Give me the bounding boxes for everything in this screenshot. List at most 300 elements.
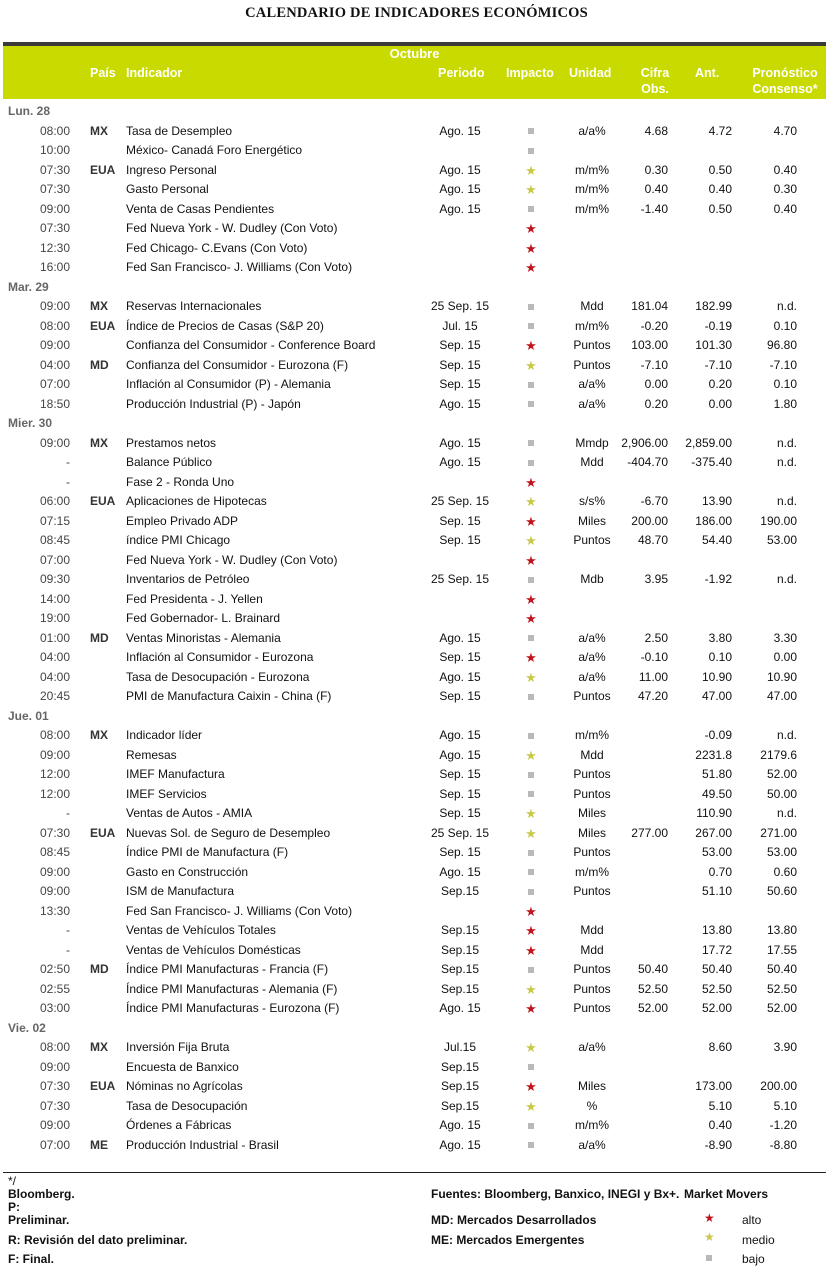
obs-cell: 0.40 — [644, 182, 668, 196]
impact-cell — [520, 492, 542, 513]
unit-cell: m/m% — [575, 1118, 609, 1132]
unit-cell: Mdd — [580, 455, 604, 469]
header-ant: Ant. — [695, 66, 720, 80]
day-label: Vie. 02 — [8, 1020, 46, 1035]
ant-cell: 51.10 — [701, 884, 732, 898]
consensus-cell: 3.90 — [773, 1040, 797, 1054]
indicator-cell: IMEF Servicios — [126, 786, 207, 801]
square-bajo-icon — [706, 1255, 712, 1261]
table-row — [0, 434, 833, 454]
star-medio-icon: ★ — [525, 825, 537, 841]
legend-medio: medio — [742, 1233, 775, 1247]
impact-cell — [520, 570, 542, 590]
unit-cell: a/a% — [578, 377, 606, 391]
time-cell: - — [66, 923, 70, 937]
time-cell: 09:00 — [39, 1059, 70, 1074]
period-cell: Ago. 15 — [439, 182, 481, 196]
legend-alto: alto — [742, 1213, 762, 1227]
impact-cell — [520, 921, 542, 942]
time-cell: 04:00 — [39, 357, 70, 372]
indicator-cell: Producción Industrial (P) - Japón — [126, 396, 301, 411]
period-cell: 25 Sep. 15 — [430, 494, 490, 508]
indicator-cell: Confianza del Consumidor - Eurozona (F) — [126, 357, 349, 372]
consensus-cell: 1.80 — [773, 396, 797, 411]
period-cell: Ago. 15 — [439, 435, 481, 450]
consensus-cell: 2179.6 — [760, 747, 797, 762]
impact-cell — [520, 999, 542, 1020]
table-row — [0, 1038, 833, 1058]
impact-cell — [520, 473, 542, 494]
period-cell: Sep. 15 — [439, 357, 481, 372]
consensus-cell: n.d. — [776, 494, 797, 508]
impact-cell — [520, 726, 542, 746]
unit-cell: Miles — [577, 1079, 606, 1093]
country-cell: EUA — [90, 162, 116, 177]
time-cell: 02:50 — [39, 962, 70, 976]
unit-cell: Puntos — [573, 981, 611, 996]
impact-cell — [520, 375, 542, 395]
impact-cell — [520, 804, 542, 825]
time-cell: 07:30 — [39, 1098, 70, 1113]
period-cell: Sep.15 — [440, 923, 480, 937]
indicator-cell: Remesas — [126, 747, 177, 762]
time-cell: 01:00 — [39, 630, 70, 645]
consensus-cell: -7.10 — [769, 357, 797, 372]
unit-cell: Mdb — [580, 572, 604, 586]
ant-cell: 8.60 — [708, 1040, 732, 1054]
period-cell: Ago. 15 — [439, 630, 481, 645]
impact-cell — [520, 1097, 542, 1118]
square-bajo-icon — [528, 148, 534, 154]
time-cell: 10:00 — [39, 143, 70, 157]
period-cell: 25 Sep. 15 — [430, 299, 490, 313]
table-row — [0, 590, 833, 610]
star-alto-icon: ★ — [525, 260, 537, 275]
indicator-cell: Inversión Fija Bruta — [126, 1040, 230, 1054]
consensus-cell: 0.60 — [773, 864, 797, 879]
header-indicador: Indicador — [126, 66, 183, 80]
star-medio-icon: ★ — [525, 981, 537, 997]
time-cell: 13:30 — [39, 903, 70, 918]
impact-cell — [520, 453, 542, 473]
table-row — [0, 239, 833, 259]
ant-cell: 17.72 — [701, 942, 732, 957]
ant-cell: 0.50 — [708, 201, 732, 216]
impact-cell — [520, 297, 542, 317]
ant-cell: 2231.8 — [695, 747, 732, 762]
unit-cell: Miles — [577, 825, 606, 840]
impact-cell — [520, 512, 542, 533]
unit-cell: a/a% — [578, 630, 606, 645]
table-row — [0, 746, 833, 766]
impact-cell — [520, 239, 542, 260]
month-banner: Octubre — [3, 46, 826, 62]
square-bajo-icon — [528, 206, 534, 212]
obs-cell: 2,906.00 — [621, 435, 668, 450]
ant-cell: 186.00 — [695, 513, 732, 528]
indicator-cell: Tasa de Desempleo — [126, 123, 233, 138]
time-cell: 08:00 — [39, 318, 70, 333]
ant-cell: -8.90 — [704, 1137, 732, 1152]
impact-cell — [520, 668, 542, 689]
indicator-cell: Aplicaciones de Hipotecas — [126, 494, 267, 508]
obs-cell: 0.00 — [644, 377, 668, 391]
impact-cell — [520, 629, 542, 649]
obs-cell: 0.30 — [644, 162, 668, 177]
time-cell: 06:00 — [39, 494, 70, 508]
period-cell: Sep. 15 — [439, 513, 481, 528]
time-cell: 02:55 — [39, 981, 70, 996]
table-row — [0, 726, 833, 746]
unit-cell: Puntos — [573, 1001, 611, 1015]
ant-cell: 54.40 — [701, 533, 732, 547]
time-cell: - — [66, 806, 70, 820]
table-row — [0, 141, 833, 161]
star-alto-icon: ★ — [525, 552, 537, 568]
obs-cell: -0.10 — [640, 650, 668, 664]
table-row — [0, 648, 833, 668]
star-alto-icon: ★ — [525, 1079, 537, 1094]
consensus-cell: 50.40 — [766, 962, 797, 976]
star-medio-icon: ★ — [525, 806, 537, 821]
period-cell: Sep. 15 — [439, 767, 481, 781]
unit-cell: % — [586, 1098, 598, 1113]
period-cell: Ago. 15 — [439, 123, 481, 138]
consensus-cell: 52.00 — [766, 1001, 797, 1015]
country-cell: MX — [90, 728, 108, 742]
indicator-cell: Órdenes a Fábricas — [126, 1118, 232, 1132]
day-header-row — [0, 1019, 833, 1039]
period-cell: Ago. 15 — [439, 669, 481, 684]
obs-cell: 0.20 — [644, 396, 668, 411]
table-row — [0, 609, 833, 629]
ant-cell: 0.10 — [708, 650, 732, 664]
table-row — [0, 1077, 833, 1097]
ant-cell: 4.72 — [708, 123, 732, 138]
time-cell: 08:45 — [39, 533, 70, 547]
square-bajo-icon — [528, 128, 534, 134]
star-medio-icon: ★ — [525, 669, 537, 685]
obs-cell: 103.00 — [631, 338, 668, 352]
consensus-cell: 13.80 — [766, 923, 797, 937]
table-row — [0, 492, 833, 512]
table-row — [0, 122, 833, 142]
impact-cell — [520, 317, 542, 337]
obs-cell: -7.10 — [640, 357, 668, 372]
column-header-row — [3, 62, 826, 99]
square-bajo-icon — [528, 772, 534, 778]
square-bajo-icon — [528, 401, 534, 407]
consensus-cell: n.d. — [776, 455, 797, 469]
day-header-row — [0, 707, 833, 727]
ant-cell: 101.30 — [695, 338, 732, 352]
time-cell: 04:00 — [39, 669, 70, 684]
unit-cell: Puntos — [573, 884, 611, 898]
time-cell: - — [66, 942, 70, 957]
table-row — [0, 824, 833, 844]
indicator-cell: IMEF Manufactura — [126, 767, 225, 781]
time-cell: 07:30 — [39, 162, 70, 177]
ant-cell: 13.80 — [701, 923, 732, 937]
unit-cell: Puntos — [573, 845, 611, 859]
indicator-cell: Índice PMI Manufacturas - Alemania (F) — [126, 981, 338, 996]
obs-cell: 2.50 — [644, 630, 668, 645]
unit-cell: Mdd — [580, 747, 604, 762]
period-cell: Ago. 15 — [439, 747, 481, 762]
consensus-cell: 200.00 — [760, 1079, 797, 1093]
period-cell: Sep.15 — [440, 981, 480, 996]
footnote-revision: R: Revisión del dato preliminar. — [8, 1233, 188, 1247]
indicator-cell: Confianza del Consumidor - Conference Board — [126, 338, 376, 352]
country-cell: MD — [90, 962, 109, 976]
indicator-cell: Reservas Internacionales — [126, 299, 262, 313]
square-bajo-icon — [528, 323, 534, 329]
consensus-cell: 10.90 — [766, 669, 797, 684]
table-row — [0, 921, 833, 941]
star-alto-icon: ★ — [525, 923, 537, 938]
consensus-cell: 271.00 — [760, 825, 797, 840]
consensus-cell: 50.00 — [766, 786, 797, 801]
impact-cell — [520, 356, 542, 377]
period-cell: Ago. 15 — [439, 864, 481, 879]
indicator-cell: Índice PMI Manufacturas - Francia (F) — [126, 962, 329, 976]
day-label: Mier. 30 — [8, 416, 53, 430]
impact-cell — [520, 395, 542, 415]
time-cell: - — [66, 474, 70, 489]
indicator-cell: Tasa de Desocupación - Eurozona — [126, 669, 310, 684]
consensus-cell: 3.30 — [773, 630, 797, 645]
star-alto-icon: ★ — [525, 513, 537, 529]
indicator-cell: Fed Nueva York - W. Dudley (Con Voto) — [126, 552, 338, 567]
indicator-cell: Ventas de Vehículos Totales — [126, 923, 276, 937]
indicator-cell: México- Canadá Foro Energético — [126, 143, 303, 157]
time-cell: 09:30 — [39, 572, 70, 586]
star-alto-icon: ★ — [525, 221, 537, 236]
ant-cell: 0.20 — [708, 377, 732, 391]
star-medio-icon: ★ — [525, 494, 537, 509]
consensus-cell: 53.00 — [766, 533, 797, 547]
obs-cell: 52.00 — [637, 1001, 668, 1015]
table-row — [0, 668, 833, 688]
table-row — [0, 687, 833, 707]
table-row — [0, 336, 833, 356]
unit-cell: Mdd — [580, 942, 604, 957]
period-cell: Sep. 15 — [439, 338, 481, 352]
table-row — [0, 999, 833, 1019]
impact-cell — [520, 765, 542, 785]
impact-cell — [520, 1077, 542, 1098]
ant-cell: 3.80 — [708, 630, 732, 645]
impact-cell — [520, 1058, 542, 1078]
period-cell: Ago. 15 — [439, 728, 481, 742]
consensus-cell: 0.40 — [773, 162, 797, 177]
footnote-p: P: — [8, 1200, 20, 1214]
time-cell: 12:00 — [39, 786, 70, 801]
ant-cell: 173.00 — [695, 1079, 732, 1093]
indicator-cell: Inflación al Consumidor - Eurozona — [126, 650, 314, 664]
star-medio-icon: ★ — [525, 747, 537, 763]
table-row — [0, 882, 833, 902]
impact-cell — [520, 863, 542, 883]
ant-cell: 2,859.00 — [685, 435, 732, 450]
country-cell: MX — [90, 299, 108, 313]
consensus-cell: 52.00 — [766, 767, 797, 781]
consensus-cell: n.d. — [776, 728, 797, 742]
indicator-cell: Producción Industrial - Brasil — [126, 1137, 279, 1152]
table-row — [0, 804, 833, 824]
country-cell: MD — [90, 630, 109, 645]
table-row — [0, 219, 833, 239]
unit-cell: m/m% — [575, 728, 609, 742]
time-cell: 07:30 — [39, 182, 70, 196]
unit-cell: Miles — [577, 513, 606, 528]
impact-cell — [520, 1136, 542, 1156]
impact-cell — [520, 687, 542, 707]
consensus-cell: 190.00 — [760, 513, 797, 528]
unit-cell: Puntos — [573, 533, 611, 547]
impact-cell — [520, 180, 542, 201]
footnote-md: MD: Mercados Desarrollados — [431, 1213, 597, 1227]
unit-cell: m/m% — [575, 864, 609, 879]
unit-cell: m/m% — [575, 201, 609, 216]
period-cell: Sep.15 — [440, 884, 480, 898]
period-cell: Sep.15 — [440, 962, 480, 976]
time-cell: 04:00 — [39, 650, 70, 664]
time-cell: 16:00 — [39, 260, 70, 274]
impact-cell — [520, 551, 542, 572]
table-row — [0, 960, 833, 980]
day-header-row — [0, 278, 833, 298]
period-cell: Ago. 15 — [439, 201, 481, 216]
footnote-fuentes: Fuentes: Bloomberg, Banxico, INEGI y Bx+. — [431, 1187, 680, 1201]
ant-cell: -0.09 — [704, 728, 732, 742]
table-row — [0, 473, 833, 493]
impact-cell — [520, 609, 542, 630]
indicator-cell: Indicador líder — [126, 728, 203, 742]
table-row — [0, 453, 833, 473]
header-unidad: Unidad — [569, 66, 612, 80]
period-cell: Ago. 15 — [439, 1137, 481, 1152]
time-cell: 08:00 — [39, 1040, 70, 1054]
table-row — [0, 180, 833, 200]
day-label: Mar. 29 — [8, 279, 49, 294]
period-cell: Ago. 15 — [439, 455, 481, 469]
time-cell: 07:00 — [39, 377, 70, 391]
table-row — [0, 356, 833, 376]
ant-cell: 182.99 — [695, 299, 732, 313]
table-row — [0, 1097, 833, 1117]
table-row — [0, 980, 833, 1000]
obs-cell: 47.20 — [637, 689, 668, 703]
table-row — [0, 1058, 833, 1078]
country-cell: MX — [90, 123, 108, 138]
day-label: Lun. 28 — [8, 104, 51, 118]
unit-cell: Puntos — [573, 357, 611, 372]
table-row — [0, 375, 833, 395]
country-cell: EUA — [90, 825, 116, 840]
obs-cell: 50.40 — [637, 962, 668, 976]
unit-cell: Mdd — [580, 299, 604, 313]
star-alto-icon: ★ — [525, 942, 537, 958]
ant-cell: 0.40 — [708, 1118, 732, 1132]
time-cell: 07:30 — [39, 221, 70, 235]
square-bajo-icon — [528, 694, 534, 700]
unit-cell: Puntos — [573, 767, 611, 781]
header-pais: País — [90, 66, 116, 80]
time-cell: 18:50 — [39, 396, 70, 411]
indicator-cell: Nuevas Sol. de Seguro de Desempleo — [126, 825, 331, 840]
square-bajo-icon — [528, 850, 534, 856]
ant-cell: 0.70 — [708, 864, 732, 879]
unit-cell: Mmdp — [575, 435, 609, 450]
impact-cell — [520, 434, 542, 454]
unit-cell: a/a% — [578, 1040, 606, 1054]
time-cell: 09:00 — [39, 338, 70, 352]
ant-cell: 0.00 — [708, 396, 732, 411]
period-cell: 25 Sep. 15 — [430, 572, 490, 586]
divider — [3, 1172, 826, 1173]
unit-cell: Mdd — [580, 923, 604, 937]
consensus-cell: 47.00 — [766, 689, 797, 703]
table-row — [0, 512, 833, 532]
indicator-cell: Fed Gobernador- L. Brainard — [126, 611, 281, 625]
legend-bajo: bajo — [742, 1252, 765, 1266]
unit-cell: Puntos — [573, 338, 611, 352]
ant-cell: 267.00 — [695, 825, 732, 840]
table-row — [0, 902, 833, 922]
indicator-cell: Nóminas no Agrícolas — [126, 1079, 243, 1093]
indicator-cell: Gasto en Construcción — [126, 864, 249, 879]
period-cell: Sep. 15 — [439, 786, 481, 801]
consensus-cell: n.d. — [776, 435, 797, 450]
country-cell: EUA — [90, 494, 116, 508]
impact-cell — [520, 141, 542, 161]
indicator-cell: Fed Nueva York - W. Dudley (Con Voto) — [126, 221, 338, 235]
indicator-cell: Fed Chicago- C.Evans (Con Voto) — [126, 240, 308, 255]
ant-cell: 110.90 — [696, 806, 732, 820]
star-medio-icon: ★ — [525, 357, 537, 373]
consensus-cell: n.d. — [776, 806, 797, 820]
unit-cell: a/a% — [578, 396, 606, 411]
unit-cell: Puntos — [573, 962, 611, 976]
table-row — [0, 258, 833, 278]
star-medio-icon: ★ — [525, 1040, 537, 1055]
table-row — [0, 863, 833, 883]
square-bajo-icon — [528, 304, 534, 310]
consensus-cell: 17.55 — [766, 942, 797, 957]
indicator-cell: índice PMI Chicago — [126, 533, 231, 547]
unit-cell: m/m% — [575, 182, 609, 196]
table-row — [0, 570, 833, 590]
impact-cell — [520, 882, 542, 902]
country-cell: EUA — [90, 1079, 116, 1093]
indicator-cell: Inventarios de Petróleo — [126, 572, 250, 586]
period-cell: Sep.15 — [440, 942, 480, 957]
period-cell: Sep. 15 — [439, 689, 481, 703]
table-row — [0, 551, 833, 571]
square-bajo-icon — [528, 869, 534, 875]
impact-cell — [520, 200, 542, 220]
consensus-cell: 0.40 — [773, 201, 797, 216]
impact-cell — [520, 258, 542, 279]
consensus-cell: 50.60 — [766, 884, 797, 898]
impact-cell — [520, 648, 542, 669]
obs-cell: 200.00 — [631, 513, 668, 528]
period-cell: Sep. 15 — [439, 377, 481, 391]
time-cell: 14:00 — [39, 591, 70, 606]
square-bajo-icon — [528, 733, 534, 739]
ant-cell: 52.00 — [701, 1001, 732, 1015]
